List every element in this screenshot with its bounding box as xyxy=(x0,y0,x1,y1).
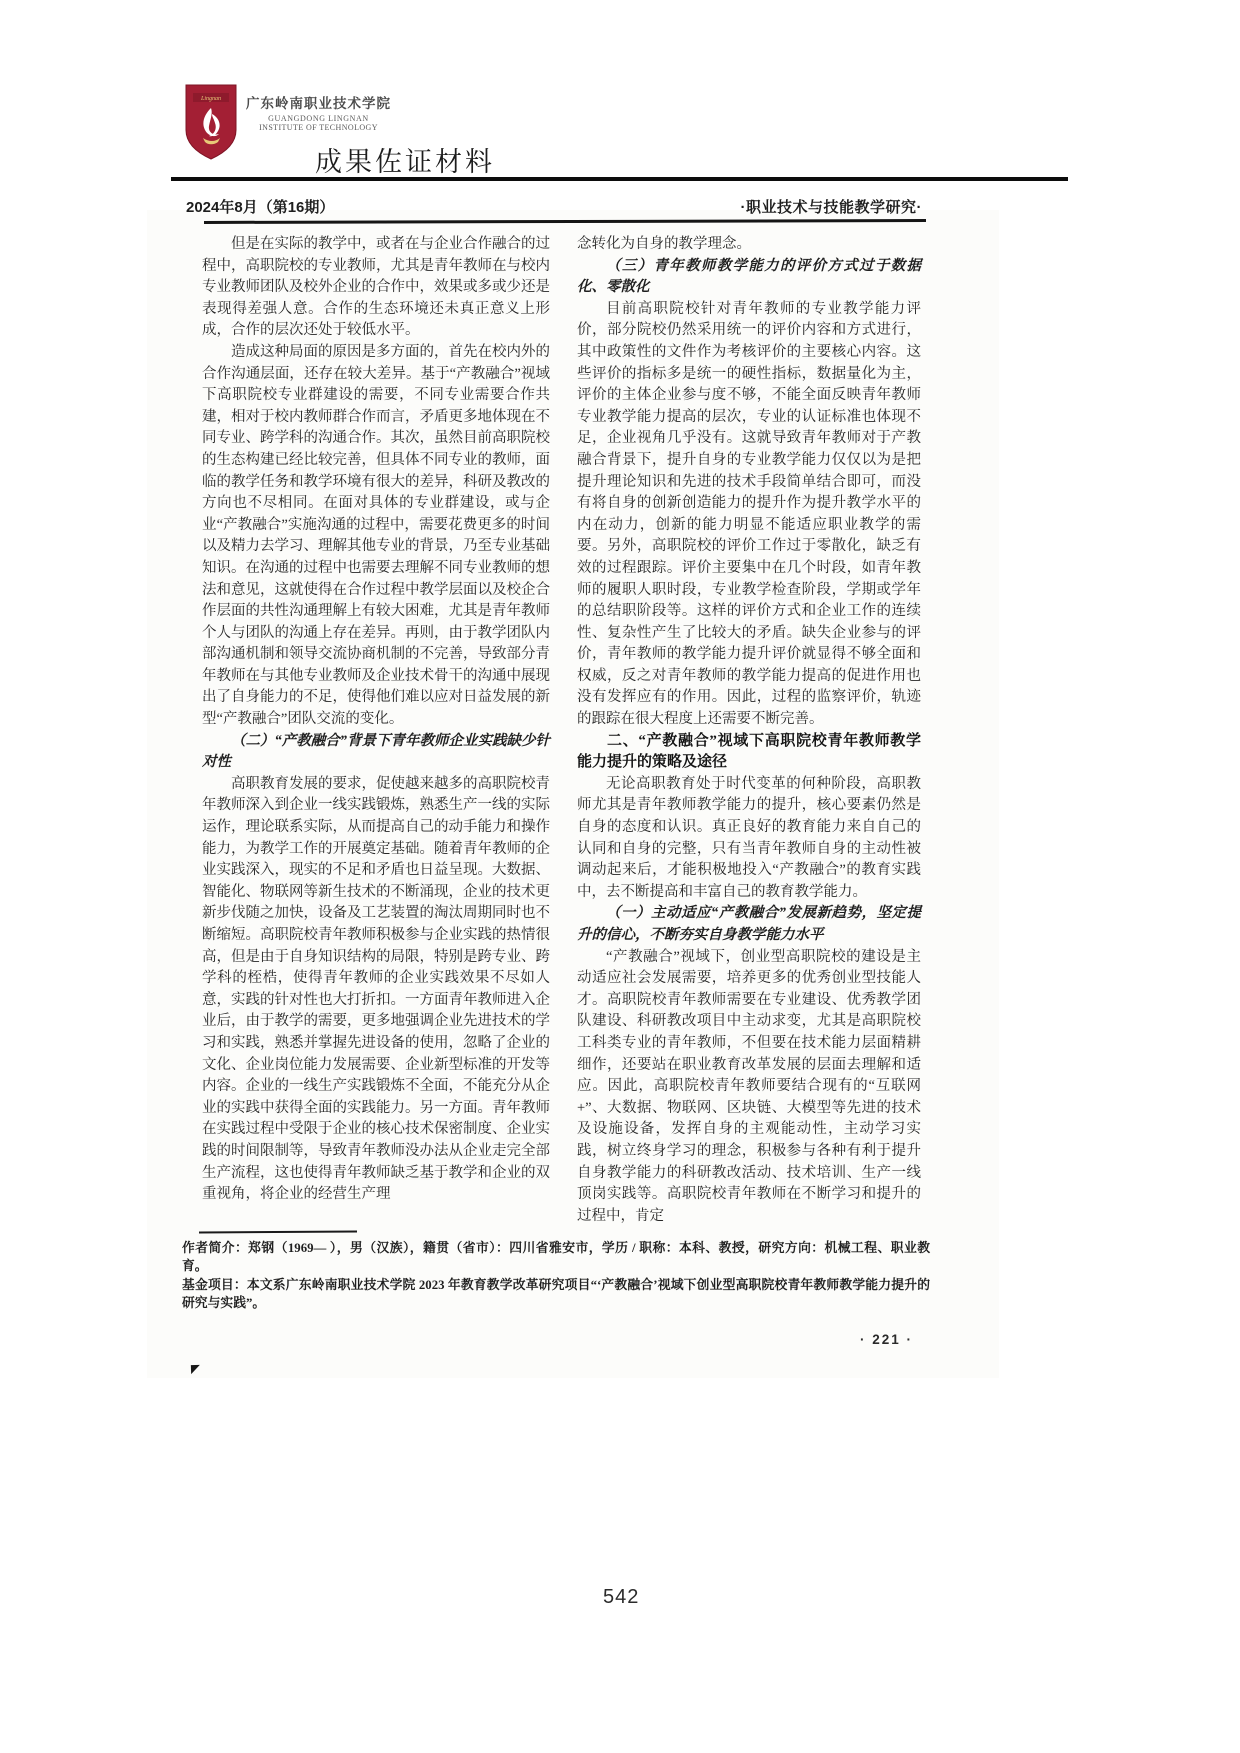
pdf-page-number: 542 xyxy=(603,1586,640,1608)
school-logo-icon xyxy=(185,84,237,160)
footnotes xyxy=(182,1240,930,1314)
journal-issue: 2024年8月（第16期） xyxy=(186,199,335,216)
school-name-cn: 广东岭南职业技术学院 xyxy=(246,96,391,111)
scan-corner-artifact xyxy=(191,1365,200,1374)
paragraph: “产教融合”视域下，创业型高职院校的建设是主动适应社会发展需要，培养更多的优秀创业型技能人才。高职院校青年教师需要在专业建设、优秀教学团队建设、科研教改项目中主动求变，尤其是高职院校工科类专业的青年教师，不但要在技术能力层面精耕细作，还要站在职业教育改革发展的层面去理解和适应。因此，高职院校青年教师要结合现有的“互联网+”、大数据、物联网、区块链、大模型等先进的技术及设施设备，发挥自身的主观能动性，主动学习实践，树立终身学习的理念，积极参与各种有利于提升自身教学能力的科研教改活动、技术培训、生产一线顶岗实践等。高职院校青年教师在不断学习和提升的过程中，肯定 xyxy=(577,948,921,1224)
letterhead xyxy=(0,0,1240,215)
letterhead-rule xyxy=(171,177,1068,181)
paragraph: 念转化为自身的教学理念。 xyxy=(577,236,751,252)
school-name-en2: INSTITUTE OF TECHNOLOGY xyxy=(259,123,378,132)
paragraph: 但是在实际的教学中，或者在与企业合作融合的过程中，高职院校的专业教师，尤其是青年教师在与校内专业教师团队及校外企业的合作中，效果或多或少还是表现得差强人意。合作的生态环境还未真正意义上形成，合作的层次还处于较低水平。 xyxy=(202,236,550,339)
text-column-left xyxy=(202,234,550,1206)
school-name-en1: GUANGDONG LINGNAN xyxy=(268,114,369,123)
footnote-fund: 基金项目：本文系广东岭南职业技术学院 2023 年教育教学改革研究项目“‘产教融合’视域下创业型高职院校青年教师教学能力提升的研究与实践”。 xyxy=(182,1278,930,1310)
sub-heading: （二）“产教融合”背景下青年教师企业实践缺少针对性 xyxy=(202,732,550,771)
school-name-block xyxy=(246,92,391,132)
paragraph: 无论高职教育处于时代变革的何种阶段，高职教师尤其是青年教师教学能力的提升，核心要素仍然是自身的态度和认识。真正良好的教育能力来自自己的认同和自身的完整，只有当青年教师自身的主动性被调动起来后，才能积极地投入“产教融合”的教育实践中，去不断提高和丰富自己的教育教学能力。 xyxy=(577,775,921,900)
footnote-author: 作者简介：郑钢（1969— ），男（汉族），籍贯（省市）：四川省雅安市，学历 / 职称：本科、教授，研究方向：机械工程、职业教育。 xyxy=(182,1241,930,1273)
text-column-right xyxy=(577,234,921,1227)
doc-label: 成果佐证材料 xyxy=(315,147,495,177)
paragraph: 目前高职院校针对青年教师的专业教学能力评价，部分院校仍然采用统一的评价内容和方式进行，其中政策性的文件作为考核评价的主要核心内容。这些评价的指标多是统一的硬性指标，数据量化为主，评价的主体企业参与度不够，不能全面反映青年教师专业教学能力提高的层次，专业的认证标准也体现不足，企业视角几乎没有。这就导致青年教师对于产教融合背景下，提升自身的专业教学能力仅仅以为是把提升理论知识和先进的技术手段简单结合即可，而没有将自身的创新创造能力的提升作为提升教学水平的内在动力，创新的能力明显不能适应职业教学的需要。另外，高职院校的评价工作过于零散化，缺乏有效的过程跟踪。评价主要集中在几个时段，如青年教师的履职人职时段，专业教学检查阶段，学期或学年的总结职阶段等。这样的评价方式和企业工作的连续性、复杂性产生了比较大的矛盾。缺失企业参与的评价，青年教师的教学能力提升评价就显得不够全面和权威，反之对青年教师的教学能力提高的促进作用也没有发挥应有的作用。因此，过程的监察评价，轨迹的跟踪在很大程度上还需要不断完善。 xyxy=(577,300,921,728)
section-heading: 二、“产教融合”视域下高职院校青年教师教学能力提升的策略及途径 xyxy=(577,732,921,771)
sub-heading: （三）青年教师教学能力的评价方式过于数据化、零散化 xyxy=(577,257,921,296)
scan-page-number: · 221 · xyxy=(860,1332,914,1347)
sub-heading: （一）主动适应“产教融合”发展新趋势，坚定提升的信心，不断夯实自身教学能力水平 xyxy=(577,905,921,943)
journal-column-title: ·职业技术与技能教学研究· xyxy=(740,199,922,216)
svg-text:Lingnan: Lingnan xyxy=(200,96,222,102)
paragraph: 高职教育发展的要求，促使越来越多的高职院校青年教师深入到企业一线实践锻炼，熟悉生产一线的实际运作，理论联系实际，从而提高自己的动手能力和操作能力，为教学工作的开展奠定基础。随着青年教师的企业实践深入，现实的不足和矛盾也日益呈现。大数据、智能化、物联网等新生技术的不断涌现，企业的技术更新步伐随之加快，设备及工艺装置的淘汰周期同时也不断缩短。高职院校青年教师积极参与企业实践的热情很高，但是由于自身知识结构的局限，特别是跨专业、跨学科的桎梏，使得青年教师的企业实践效果不尽如人意，实践的针对性也大打折扣。一方面青年教师进入企业后，由于教学的需要，更多地强调企业先进技术的学习和实践，熟悉并掌握先进设备的使用，忽略了企业的文化、企业岗位能力发展需要、企业新型标准的开发等内容。企业的一线生产实践锻炼不全面，不能充分从企业的实践中获得全面的实践能力。另一方面。青年教师在实践过程中受限于企业的核心技术保密制度、企业实践的时间限制等，导致青年教师没办法从企业走完全部生产流程，这也使得青年教师缺乏基于教学和企业的双重视角，将企业的经营生产理 xyxy=(202,775,550,1203)
paragraph: 造成这种局面的原因是多方面的，首先在校内外的合作沟通层面，还存在较大差异。基于“产教融合”视域下高职院校专业群建设的需要，不同专业需要合作共建，相对于校内教师群合作而言，矛盾更多地体现在不同专业、跨学科的沟通合作。其次，虽然目前高职院校的生态构建已经比较完善，但具体不同专业的教师，面临的教学任务和教学环境有很大的差异，科研及教改的方向也不尽相同。在面对具体的专业群建设，或与企业“产教融合”实施沟通的过程中，需要花费更多的时间以及精力去学习、理解其他专业的背景，乃至专业基础知识。在沟通的过程中也需要去理解不同专业教师的想法和意见，这就使得在合作过程中教学层面以及校企合作层面的共性沟通理解上有较大困难，尤其是青年教师个人与团队的沟通上存在差异。再则，由于教学团队内部沟通机制和领导交流协商机制的不完善，导致部分青年教师在与其他专业教师及企业技术骨干的沟通中展现出了自身能力的不足，使得他们难以应对日益发展的新型“产教融合”团队交流的变化。 xyxy=(202,343,550,728)
